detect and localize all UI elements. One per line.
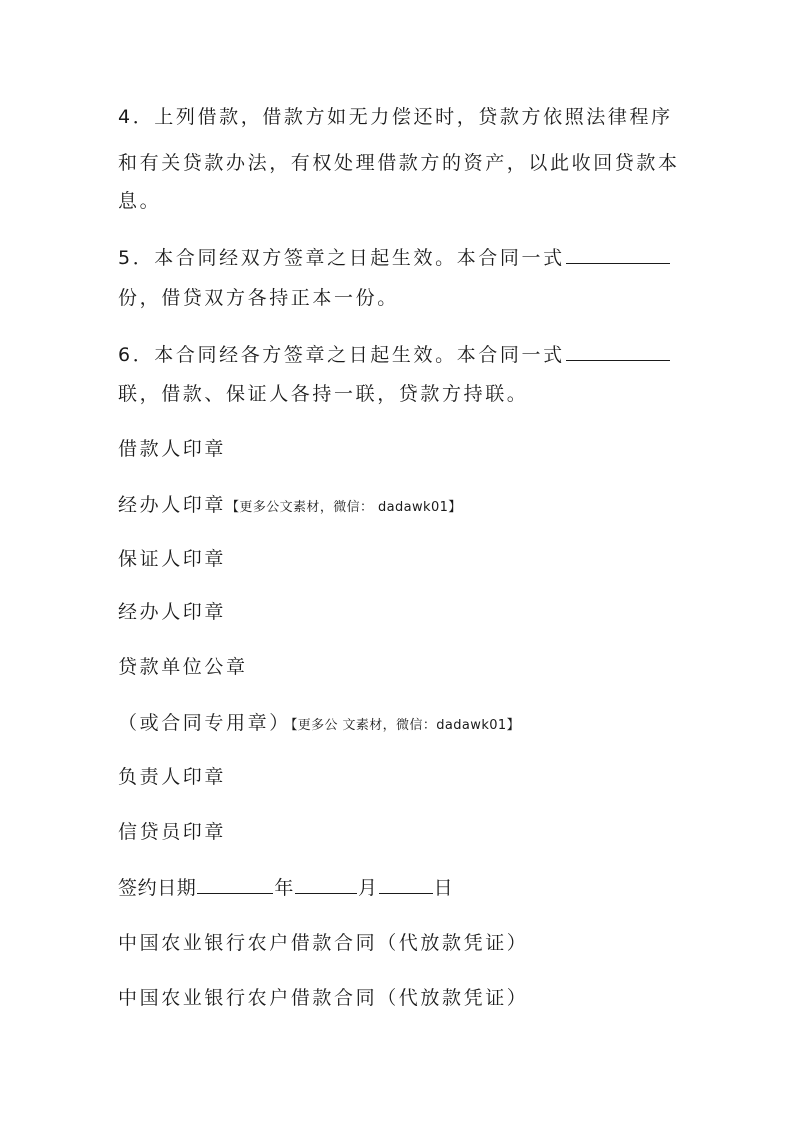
- day-blank: [379, 875, 433, 894]
- clause-6-line-2: 联，借款、保证人各持一联，贷款方持联。: [118, 383, 529, 405]
- clause-5-line-1: [118, 245, 678, 271]
- year-blank: [197, 875, 273, 894]
- officer-seal: 信贷员印章: [118, 821, 227, 843]
- clause-4-line-3: 息。: [118, 190, 162, 212]
- month-label: 月: [358, 877, 378, 899]
- copies-blank: [566, 342, 670, 361]
- clause-5-line-2: 份，借贷双方各持正本一份。: [118, 287, 399, 309]
- lender-seal: 贷款单位公章: [118, 656, 248, 678]
- handler-seal-2: 经办人印章: [118, 601, 227, 623]
- manager-seal: 负责人印章: [118, 766, 227, 788]
- signing-date: [118, 875, 678, 901]
- contract-title-2: 中国农业银行农户借款合同（代放款凭证）: [118, 987, 529, 1009]
- handler-seal-line: [118, 493, 678, 519]
- promo-note: 【更多公文素材，微信： dadawk01】: [226, 500, 462, 515]
- contract-seal: （或合同专用章）: [118, 712, 291, 734]
- promo-note: 【更多公 文素材，微信：dadawk01】: [290, 718, 520, 733]
- clause-6-text: 6．本合同经各方签章之日起生效。本合同一式: [118, 344, 565, 366]
- copies-blank: [566, 245, 670, 264]
- borrower-seal: 借款人印章: [118, 438, 227, 460]
- clause-4-line-1: 4．上列借款，借款方如无力偿还时，贷款方依照法律程序: [118, 106, 673, 128]
- handler-seal: 经办人印章: [118, 494, 227, 516]
- clause-5-text: 5．本合同经双方签章之日起生效。本合同一式: [118, 247, 565, 269]
- month-blank: [295, 875, 357, 894]
- guarantor-seal: 保证人印章: [118, 548, 227, 570]
- contract-title-1: 中国农业银行农户借款合同（代放款凭证）: [118, 932, 529, 954]
- clause-6-line-1: [118, 342, 678, 368]
- year-label: 年: [274, 877, 295, 899]
- clause-4-line-2: 和有关贷款办法，有权处理借款方的资产，以此收回贷款本: [118, 152, 680, 174]
- contract-seal-line: [118, 711, 678, 737]
- date-label: 签约日期: [118, 877, 197, 899]
- day-label: 日: [433, 877, 454, 899]
